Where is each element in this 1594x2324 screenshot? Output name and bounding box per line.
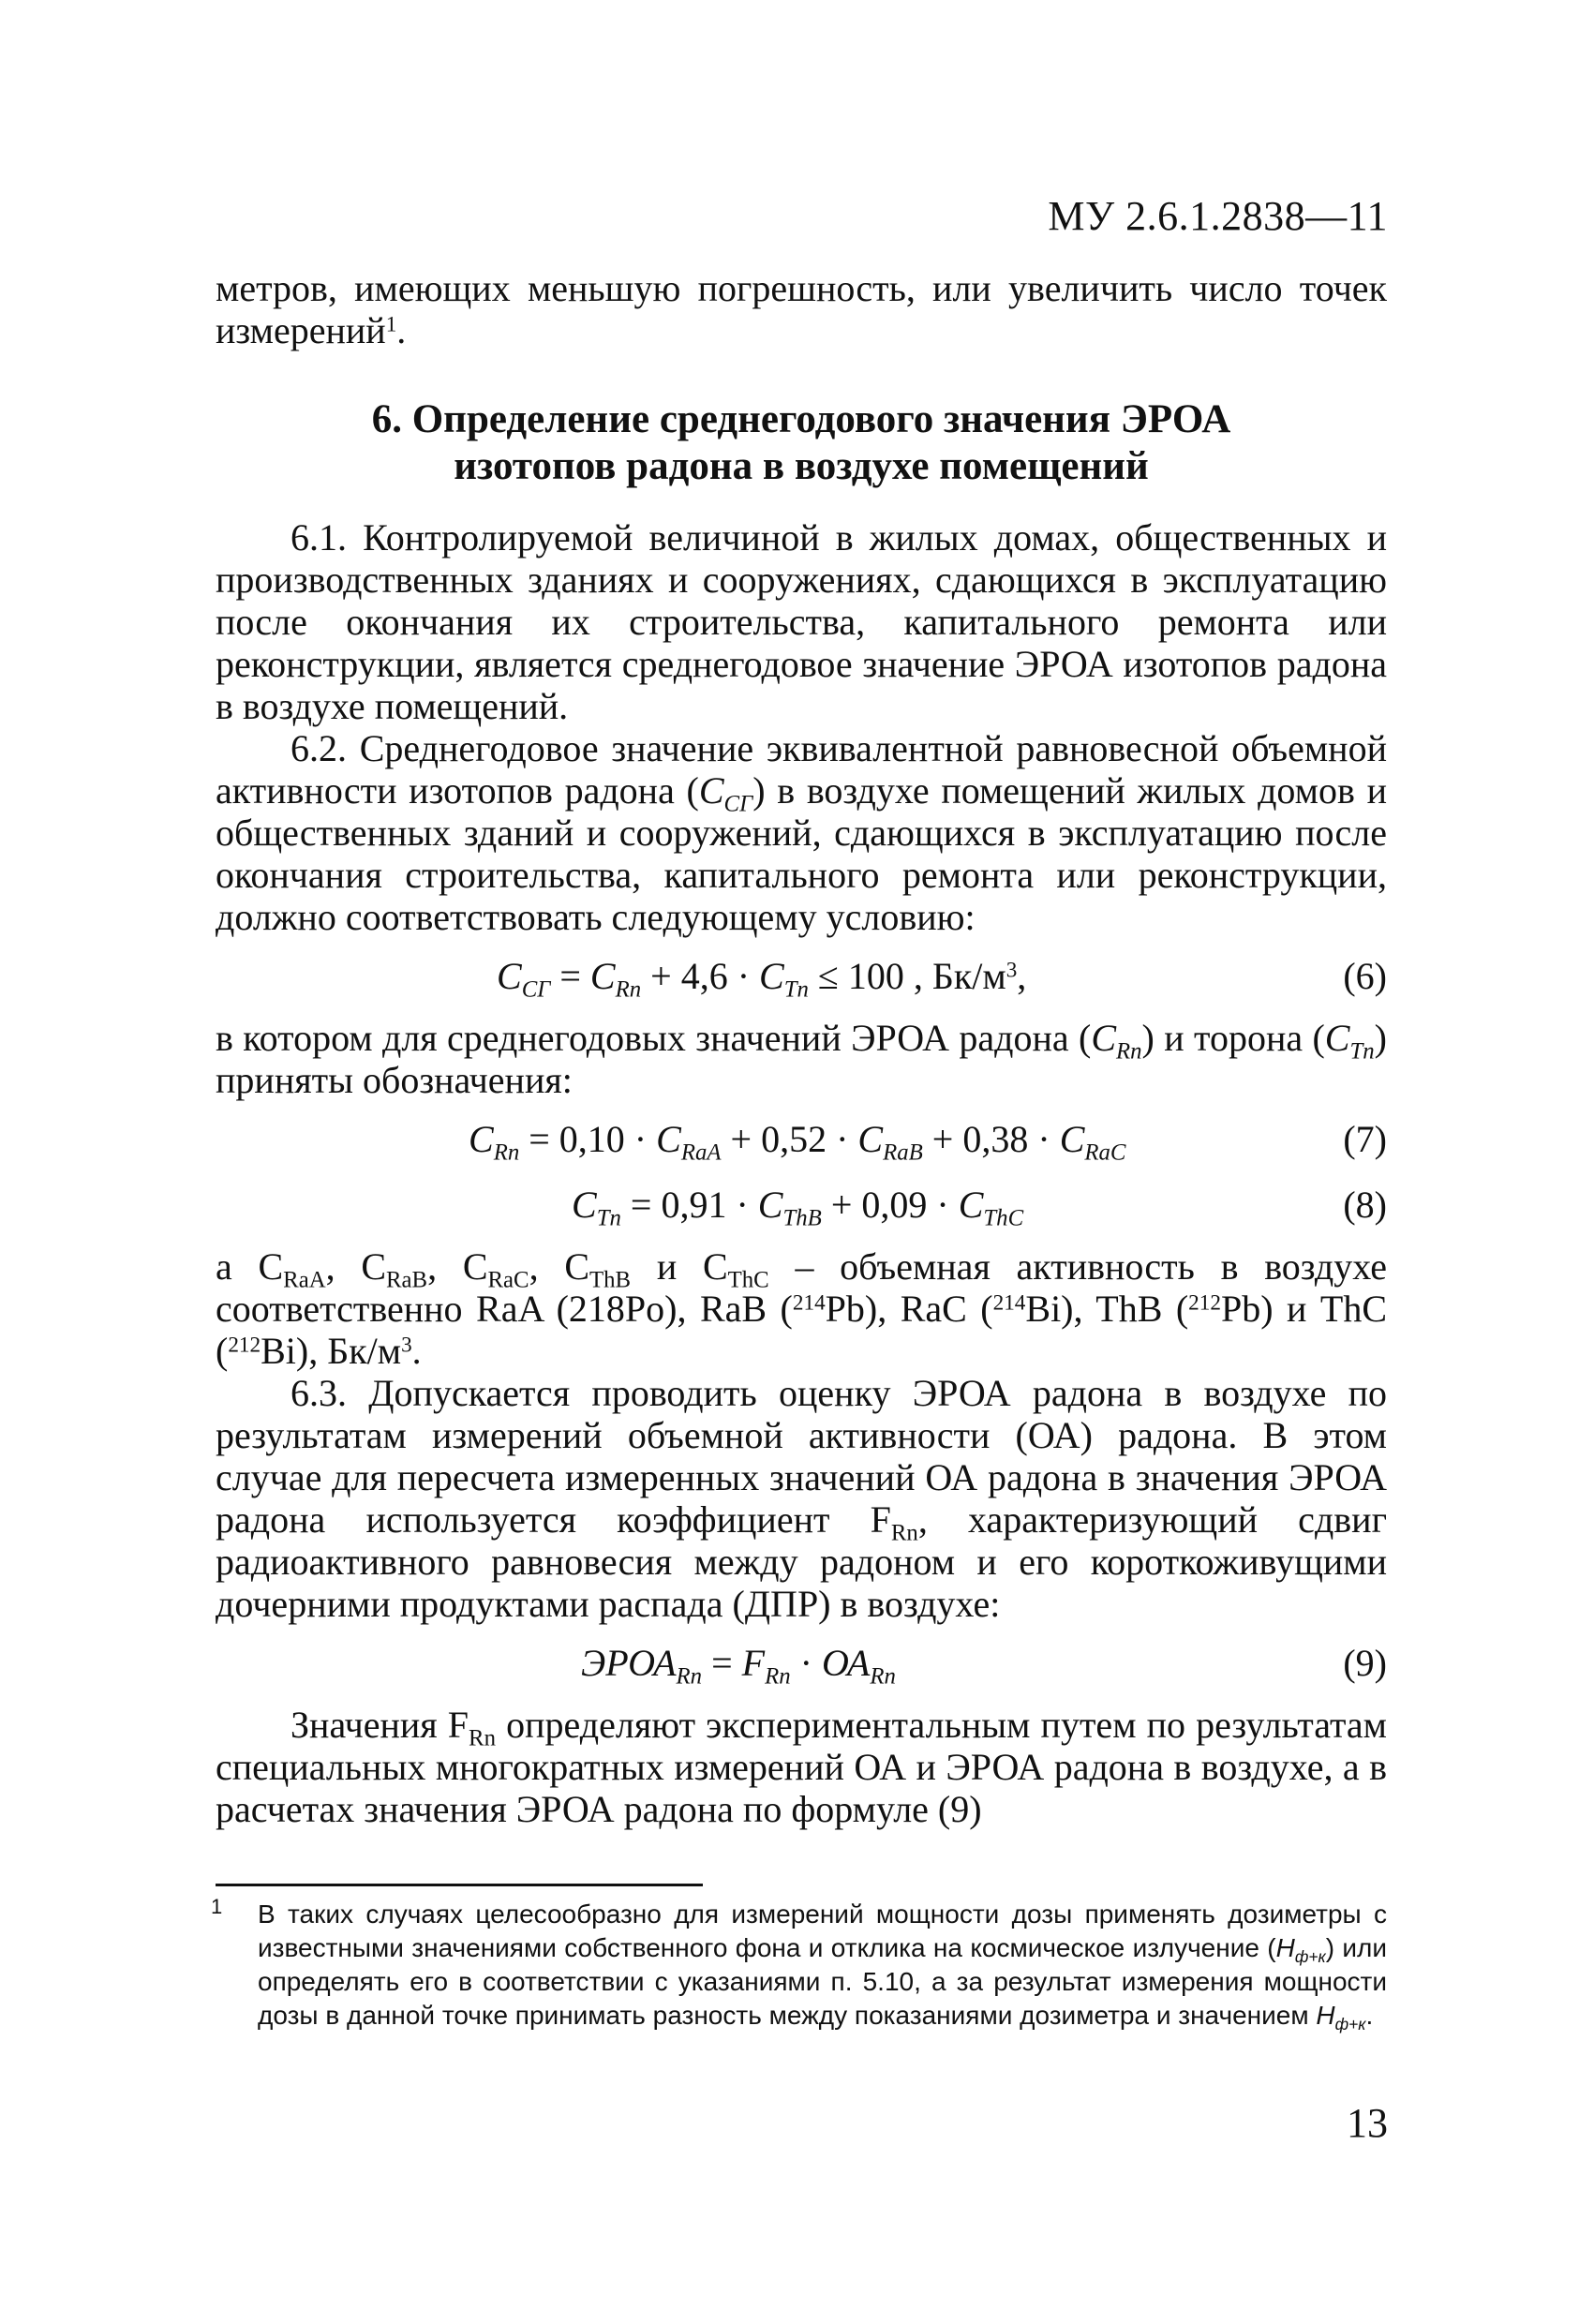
equation-6 (216, 951, 1387, 1004)
p62-var: C (698, 769, 724, 812)
equation-9-number: (9) (1343, 1642, 1387, 1684)
footnote-ref: 1 (385, 312, 397, 337)
equation-7-body: $C_{Rn} = 0,10 \cdot C_{RaA} + 0,52 \cdot C_{RaB} + 0,38 \cdot C_{RaC}$ (469, 1118, 1126, 1166)
footnote (211, 1895, 1387, 2034)
footnote-text: В таких случаях целесообразно для измерений мощности дозы применять дозиметры с известными значениями собственного фона и отклика на космическое излучение $(H_{ф+к})$ или определять его в соответствии с указаниями п. 5.10, а за результат измерения мощности дозы в данной точке принимать разность между показаниями дозиметра и значением $H_{ф+к}$. (258, 1899, 1387, 2034)
paragraph-after-eq8: а $C_{RaA}$, $C_{RaB}$, $C_{RaC}$, $C_{ThB}$ и $C_{ThC}$ – объемная активность в воздухе соответственно RaA (218Po), RaB ($^{214}$Pb), RaC ($^{214}$Bi), ThB ($^{212}$Pb) и ThC ($^{212}$Bi), $Бк/м^3$. (216, 1245, 1387, 1372)
paragraph-6-1: 6.1. Контролируемой величиной в жилых домах, общественных и производственных зданиях и сооружениях, сдающихся в эксплуатацию после окончания их строительства, капитального ремонта или реконструкции, является среднегодовое значение ЭРОА изотопов радона в воздухе помещений. (216, 516, 1387, 727)
footnote-mark: 1 (211, 1895, 223, 1918)
equation-6-number: (6) (1343, 955, 1387, 997)
p62-text-a: 6.2. Среднегодовое значение эквивалентной равновесной объемной активности изотопов радона ( (216, 727, 1387, 812)
paragraph-6-3: 6.3. Допускается проводить оценку ЭРОА радона в воздухе по результатам измерений объемной активности (ОА) радона. В этом случае для пересчета измеренных значений ОА радона в значения ЭРОА радона используется коэффициент $F_{Rn}$, характеризующий сдвиг радиоактивного равновесия между радоном и его короткоживущими дочерними продуктами распада (ДПР) в воздухе: (216, 1372, 1387, 1625)
equation-9 (216, 1638, 1387, 1691)
intro-paragraph (216, 267, 1387, 351)
document-code: МУ 2.6.1.2838—11 (1048, 193, 1388, 239)
intro-text-end: . (396, 309, 407, 351)
section-title (216, 396, 1387, 490)
p62-var-sub: СГ (723, 791, 753, 817)
p62-text-b: ) в воздухе помещений жилых домов и общественных зданий и сооружений, сдающихся в эксплуатацию после окончания строительства, капитального ремонта или реконструкции, должно соответствовать следующему условию: (216, 769, 1387, 938)
section-title-line-2: изотопов радона в воздухе помещений (454, 444, 1149, 488)
equation-8 (216, 1180, 1387, 1232)
equation-7-number: (7) (1343, 1118, 1387, 1160)
equation-7 (216, 1114, 1387, 1167)
paragraph-6-2 (216, 727, 1387, 938)
equation-8-body: $C_{Tn} = 0,91 \cdot C_{ThB} + 0,09 \cdot C_{ThC}$ (572, 1184, 1024, 1231)
paragraph-after-eq6: в котором для среднегодовых значений ЭРОА радона $(C_{Rn})$ и торона $(C_{Tn})$ приняты обозначения: (216, 1017, 1387, 1101)
equation-8-number: (8) (1343, 1184, 1387, 1226)
equation-9-body: $ЭРОА_{Rn} = F_{Rn} \cdot ОА_{Rn}$ (581, 1642, 896, 1690)
intro-text: метров, имеющих меньшую погрешность, или увеличить число точек измерений (216, 267, 1387, 351)
body-text (216, 267, 1387, 1830)
section-title-line-1: 6. Определение среднегодового значения ЭРОА (371, 397, 1231, 441)
page-number: 13 (1347, 2100, 1388, 2146)
equation-6-body: $C_{СГ} = C_{Rn} + 4,6 \cdot C_{Tn} \le 100$ , $Бк/м^3$, (497, 955, 1027, 1003)
paragraph-final: Значения $F_{Rn}$ определяют экспериментальным путем по результатам специальных многократных измерений ОА и ЭРОА радона в воздухе, а в расчетах значения ЭРОА радона по формуле (9) (216, 1704, 1387, 1830)
footnote-divider (216, 1884, 703, 1886)
